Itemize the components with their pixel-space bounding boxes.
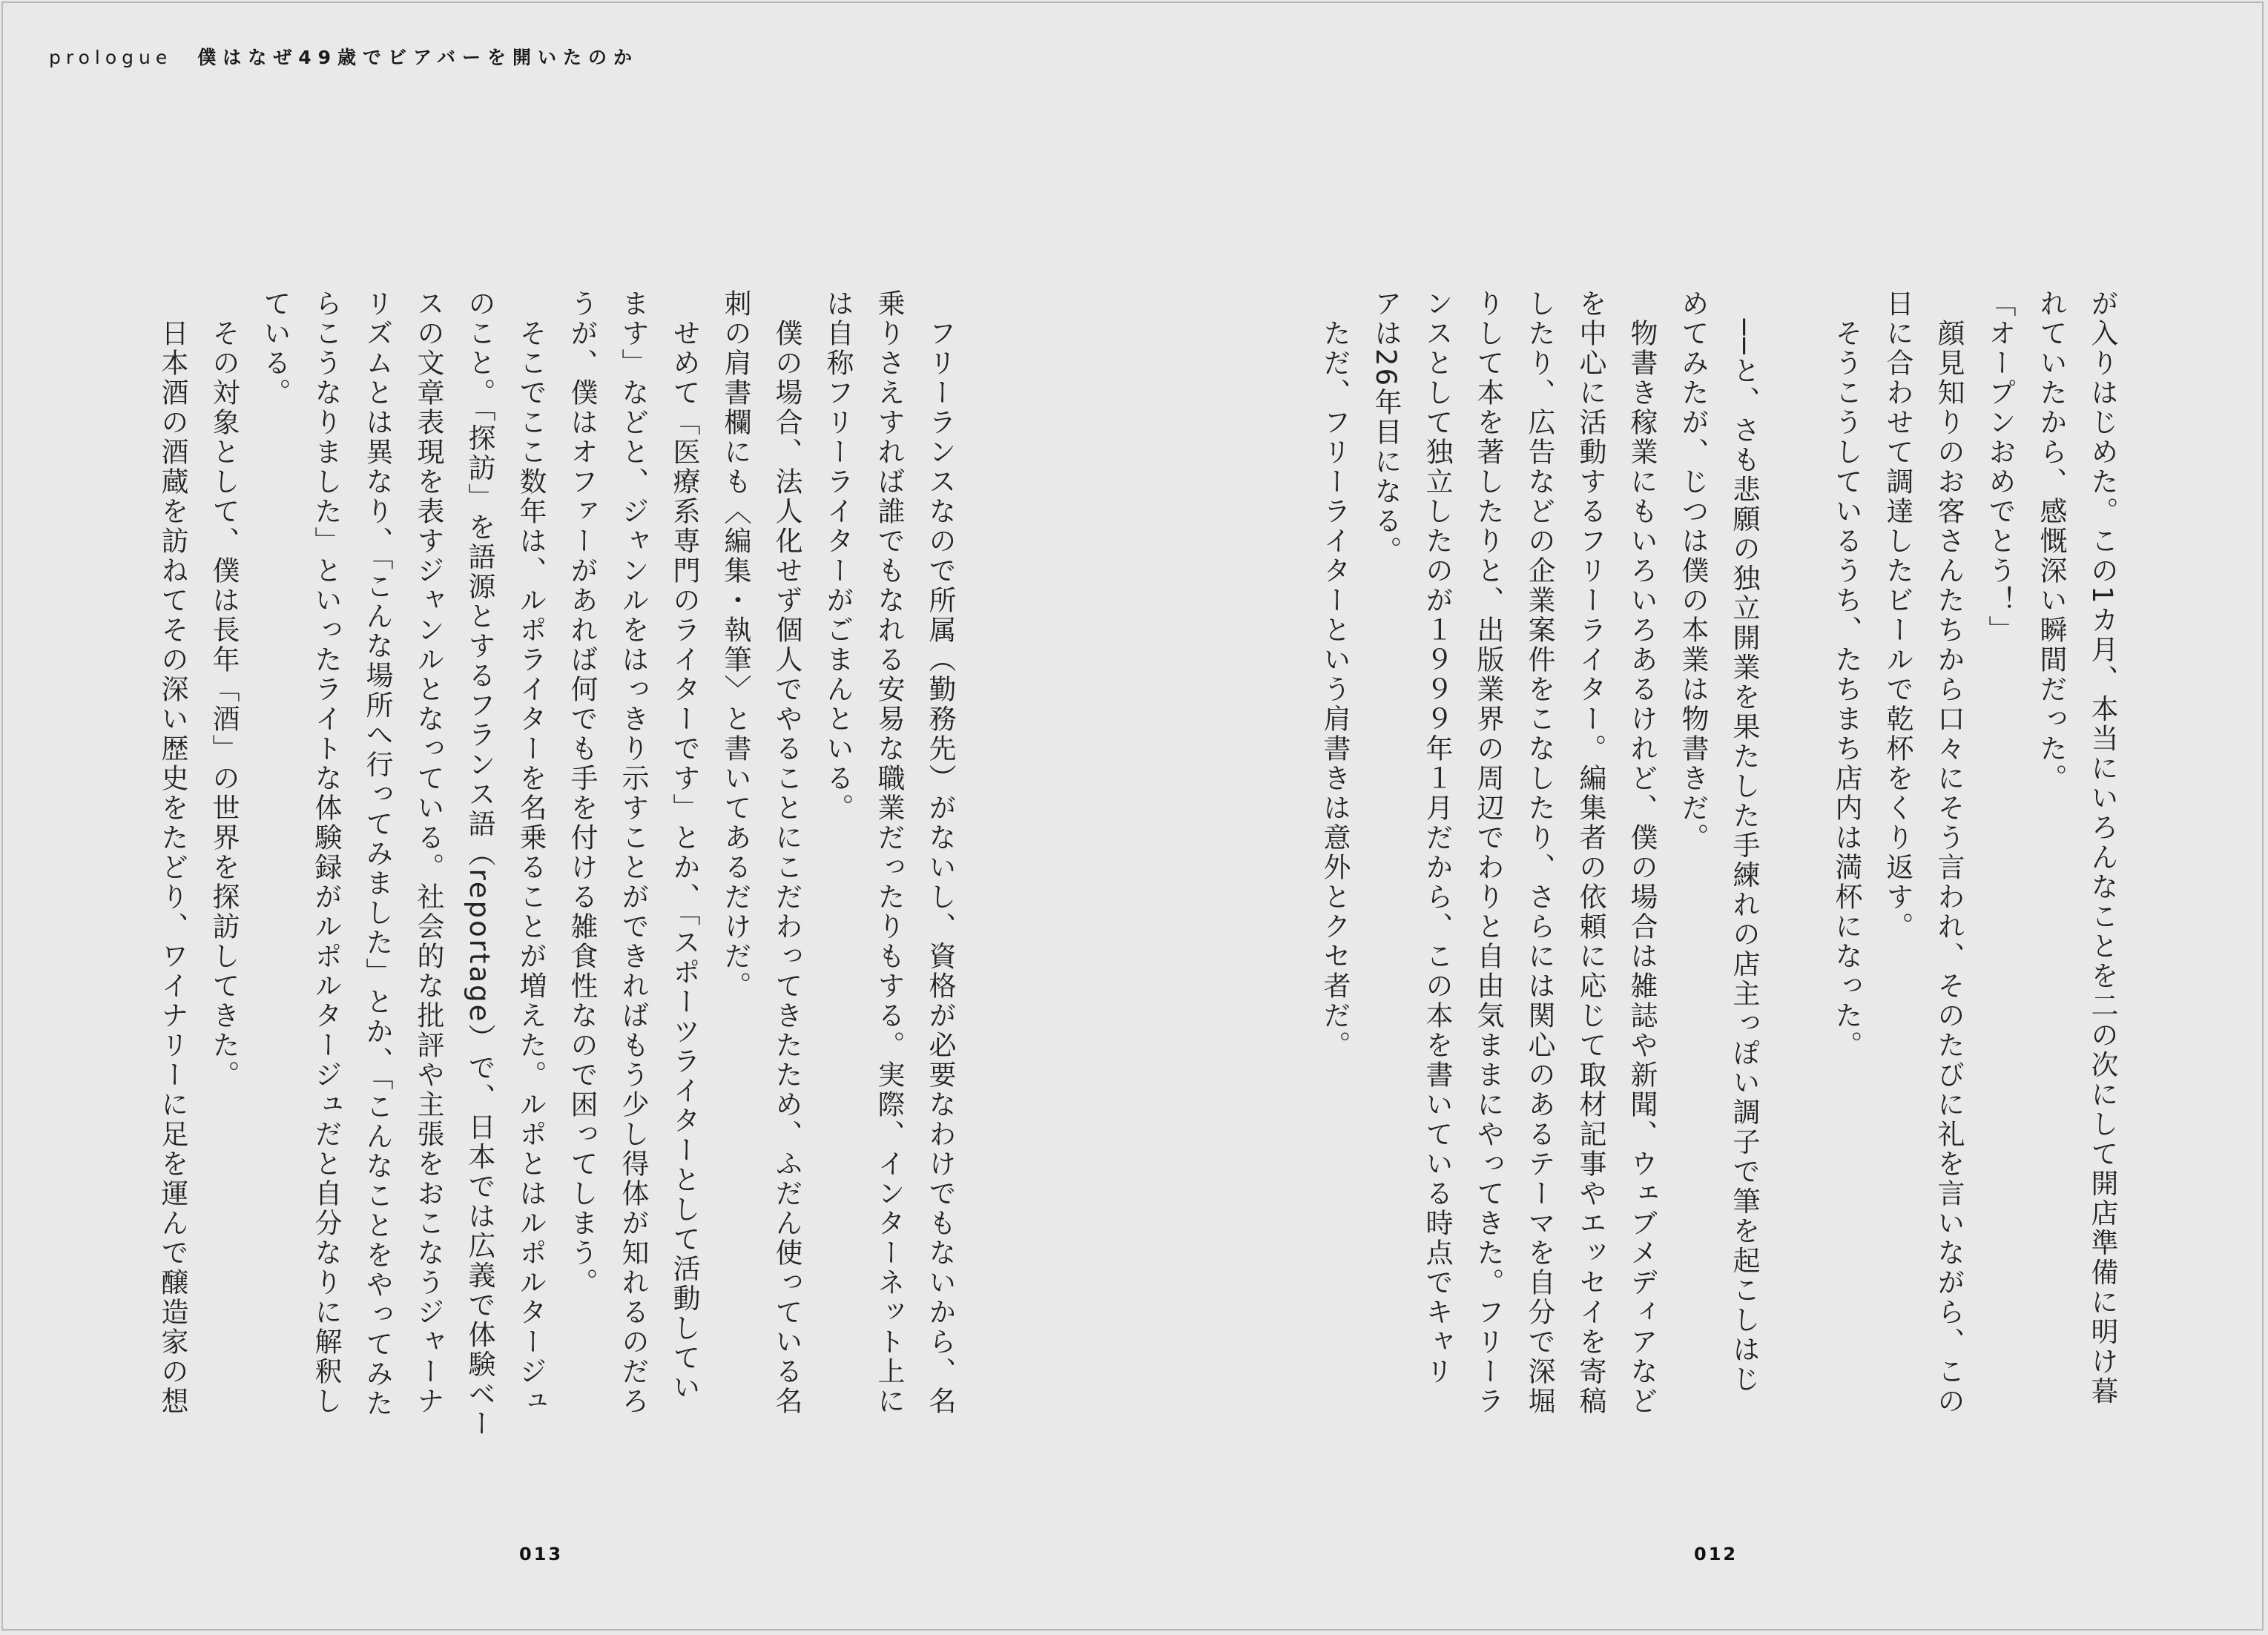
- text-column: れていたから、感慨深い瞬間だった。: [2035, 289, 2067, 793]
- text-column: ンスとして独立したのが１９９９年１月だから、この本を書いている時点でキャリ: [1421, 289, 1453, 1387]
- text-column: フリーランスなので所属（勤務先）がないし、資格が必要なわけでもないから、名: [924, 289, 956, 1416]
- page-number-left: 013: [519, 1544, 564, 1565]
- text-column: らこうなりました」といったライトな体験録がルポルタージュだと自分なりに解釈し: [310, 289, 342, 1416]
- text-column: ている。: [259, 289, 291, 408]
- text-column: したり、広告などの企業案件をこなしたり、さらには関心のあるテーマを自分で深堀: [1523, 289, 1555, 1416]
- text-column: その対象として、僕は長年「酒」の世界を探訪してきた。: [208, 289, 240, 1090]
- text-column: ──と、さも悲願の独立開業を果たした手練れの店主っぽい調子で筆を起こしはじ: [1728, 289, 1760, 1395]
- page-number-right: 012: [1694, 1544, 1738, 1565]
- text-column: 日に合わせて調達したビールで乾杯をくり返す。: [1882, 289, 1913, 942]
- text-column: 乗りさえすれば誰でもなれる安易な職業だったりもする。実際、インターネット上に: [873, 289, 905, 1416]
- text-column: のこと。「探訪」を語源とするフランス語（reportage）で、日本では広義で体験ベー: [464, 289, 495, 1439]
- running-header: [49, 43, 639, 70]
- text-column: そこでここ数年は、ルポライターを名乗ることが増えた。ルポとはルポルタージュ: [515, 289, 547, 1416]
- text-column: ただ、フリーライターという肩書きは意外とクセ者だ。: [1319, 289, 1351, 1060]
- text-column: 「オープンおめでとう！」: [1984, 289, 2016, 645]
- text-column: を中心に活動するフリーライター。編集者の依頼に応じて取材記事やエッセイを寄稿: [1575, 289, 1606, 1416]
- text-column: りして本を著したりと、出版業界の周辺でわりと自由気ままにやってきた。フリーラ: [1472, 289, 1504, 1416]
- text-column: 顔見知りのお客さんたちから口々にそう言われ、そのたびに礼を言いながら、この: [1933, 289, 1965, 1416]
- text-column: うが、僕はオファーがあれば何でも手を付ける雑食性なので困ってしまう。: [566, 289, 598, 1298]
- text-column: めてみたが、じつは僕の本業は物書きだ。: [1677, 289, 1709, 853]
- text-column: は自称フリーライターがごまんといる。: [822, 289, 854, 823]
- text-column: [1770, 289, 1821, 1446]
- text-column: ます」などと、ジャンルをはっきり示すことができればもう少し得体が知れるのだろ: [617, 289, 649, 1416]
- header-title: 僕はなぜ49歳でビアバーを開いたのか: [197, 47, 639, 68]
- text-column: そうこうしているうち、たちまち店内は満杯になった。: [1830, 289, 1862, 1060]
- text-column: せめて「医療系専門のライターです」とか、「スポーツライターとして活動してい: [668, 289, 700, 1403]
- text-column: 物書き稼業にもいろいろあるけれど、僕の場合は雑誌や新聞、ウェブメディアなど: [1626, 289, 1658, 1416]
- text-column: が入りはじめた。この1カ月、本当にいろんなことを二の次にして開店準備に明け暮: [2086, 289, 2118, 1407]
- text-column: リズムとは異なり、「こんな場所へ行ってみました」とか、「こんなことをやってみた: [361, 289, 393, 1418]
- text-column: 刺の肩書欄にも〈編集・執筆〉と書いてあるだけだ。: [719, 289, 751, 1001]
- text-column: スの文章表現を表すジャンルとなっている。社会的な批評や主張をおこなうジャーナ: [412, 289, 444, 1416]
- text-column: アは26年目になる。: [1370, 289, 1402, 567]
- text-column: 日本酒の酒蔵を訪ねてその深い歴史をたどり、ワイナリーに足を運んで醸造家の想: [156, 289, 188, 1416]
- header-label: prologue: [49, 47, 173, 68]
- text-column: 僕の場合、法人化せず個人でやることにこだわってきたため、ふだん使っている名: [771, 289, 802, 1416]
